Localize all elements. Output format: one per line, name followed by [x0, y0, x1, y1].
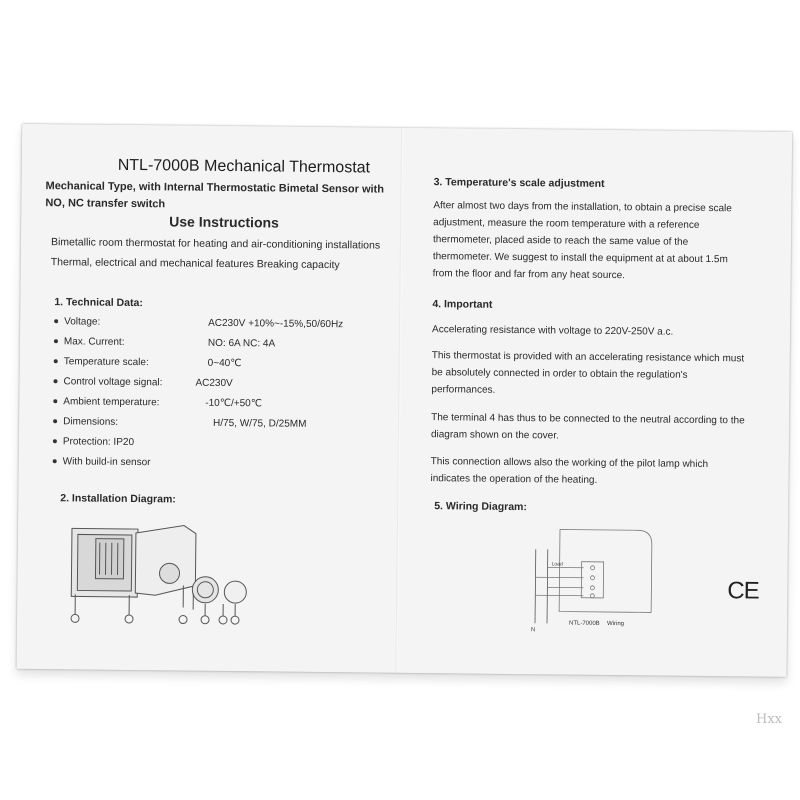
n-label: N: [530, 627, 536, 634]
bullet-icon: [54, 360, 58, 364]
dial-shaft: [159, 563, 179, 583]
wiring-caption-model: NTL-7000B: [568, 620, 600, 627]
subtitle-line: Mechanical Type, with Internal Thermostatic Bimetal Sensor with: [45, 180, 385, 196]
use-instructions-heading: Use Instructions: [169, 213, 279, 231]
ce-mark: CE: [727, 577, 759, 605]
thermostat-body: [135, 525, 196, 596]
live-wire: [547, 549, 548, 623]
scale-adjustment-heading: 3. Temperature's scale adjustment: [433, 176, 605, 190]
scale-line: After almost two days from the installation, to obtain a precise scale: [433, 200, 732, 215]
bullet-icon: [53, 400, 57, 404]
spec-label: Temperature scale:: [63, 356, 149, 369]
spec-row: [53, 456, 151, 475]
spec-row: [53, 376, 233, 395]
bullet-icon: [54, 340, 58, 344]
scale-line: adjustment, measure the room temperature with a reference: [433, 217, 700, 231]
terminal-line: diagram shown on the cover.: [430, 429, 559, 442]
spec-value: H/75, W/75, D/25MM: [213, 417, 307, 430]
wiring-heading: 5. Wiring Diagram:: [434, 500, 527, 514]
subtitle-line: NO, NC transfer switch: [45, 197, 166, 211]
accel-line: performances.: [431, 384, 496, 396]
document-subtitle: [45, 178, 405, 216]
important-line: Accelerating resistance with voltage to 220V-250V a.c.: [432, 324, 674, 338]
scale-line: from the floor and far from any heat source.: [432, 268, 626, 282]
load-label: Load: [551, 561, 563, 568]
spec-row: [53, 436, 134, 455]
spec-label: Control voltage signal:: [63, 376, 163, 389]
intro-line: Bimetallic room thermostat for heating and air-conditioning installations: [50, 236, 381, 252]
terminal-line: The terminal 4 has thus to be connected to the neutral according to the: [431, 412, 745, 427]
installation-heading: 2. Installation Diagram:: [60, 492, 176, 506]
left-column: [42, 124, 402, 506]
spec-label: Protection: IP20: [62, 436, 135, 449]
spec-row: [54, 336, 276, 355]
spec-label: Voltage:: [64, 316, 101, 328]
bullet-icon: [53, 460, 57, 464]
scale-line: thermometer. We suggest to install the equipment at at about 1.5m: [432, 251, 728, 266]
cover-cap: [224, 581, 246, 603]
spec-value: NO: 6A NC: 4A: [207, 337, 276, 350]
dial-knob: [192, 577, 218, 603]
wiring-caption-text: Wiring: [606, 620, 625, 628]
installation-diagram: [65, 522, 266, 634]
accel-line: be absolutely connected in order to obtain the regulation's: [431, 367, 688, 381]
bullet-icon: [53, 380, 57, 384]
spec-label: Max. Current:: [63, 336, 125, 348]
intro-line: Thermal, electrical and mechanical features Breaking capacity: [50, 256, 340, 272]
bullet-icon: [53, 440, 57, 444]
important-heading: 4. Important: [432, 298, 493, 311]
right-column: [414, 128, 774, 634]
spec-value: AC230V: [195, 377, 233, 390]
pilot-line: indicates the operation of the heating.: [430, 473, 598, 486]
bullet-icon: [53, 420, 57, 424]
bullet-icon: [54, 320, 58, 324]
spec-value: AC230V +10%~-15%,50/60Hz: [208, 317, 344, 331]
instruction-sheet: [17, 124, 793, 677]
technical-data-heading: 1. Technical Data:: [54, 296, 143, 310]
spec-row: [54, 316, 344, 334]
neutral-wire: [535, 549, 536, 623]
watermark: Hxx: [756, 712, 782, 727]
thermostat-outline: [559, 529, 652, 612]
spec-label: Ambient temperature:: [63, 396, 160, 409]
spec-label: With build-in sensor: [62, 456, 151, 469]
spec-row: [54, 356, 242, 375]
spec-value: 0~40℃: [207, 357, 242, 370]
spec-row: [53, 416, 307, 435]
spec-row: [53, 396, 263, 415]
spec-label: Dimensions:: [63, 416, 119, 428]
spec-value: -10℃/+50℃: [205, 397, 263, 410]
document-title: NTL-7000B Mechanical Thermostat: [117, 156, 371, 177]
accel-line: This thermostat is provided with an accelerating resistance which must: [431, 350, 745, 365]
pilot-line: This connection allows also the working of the pilot lamp which: [430, 456, 709, 471]
scale-line: thermometer, placed aside to reach the same value of the: [432, 234, 689, 248]
